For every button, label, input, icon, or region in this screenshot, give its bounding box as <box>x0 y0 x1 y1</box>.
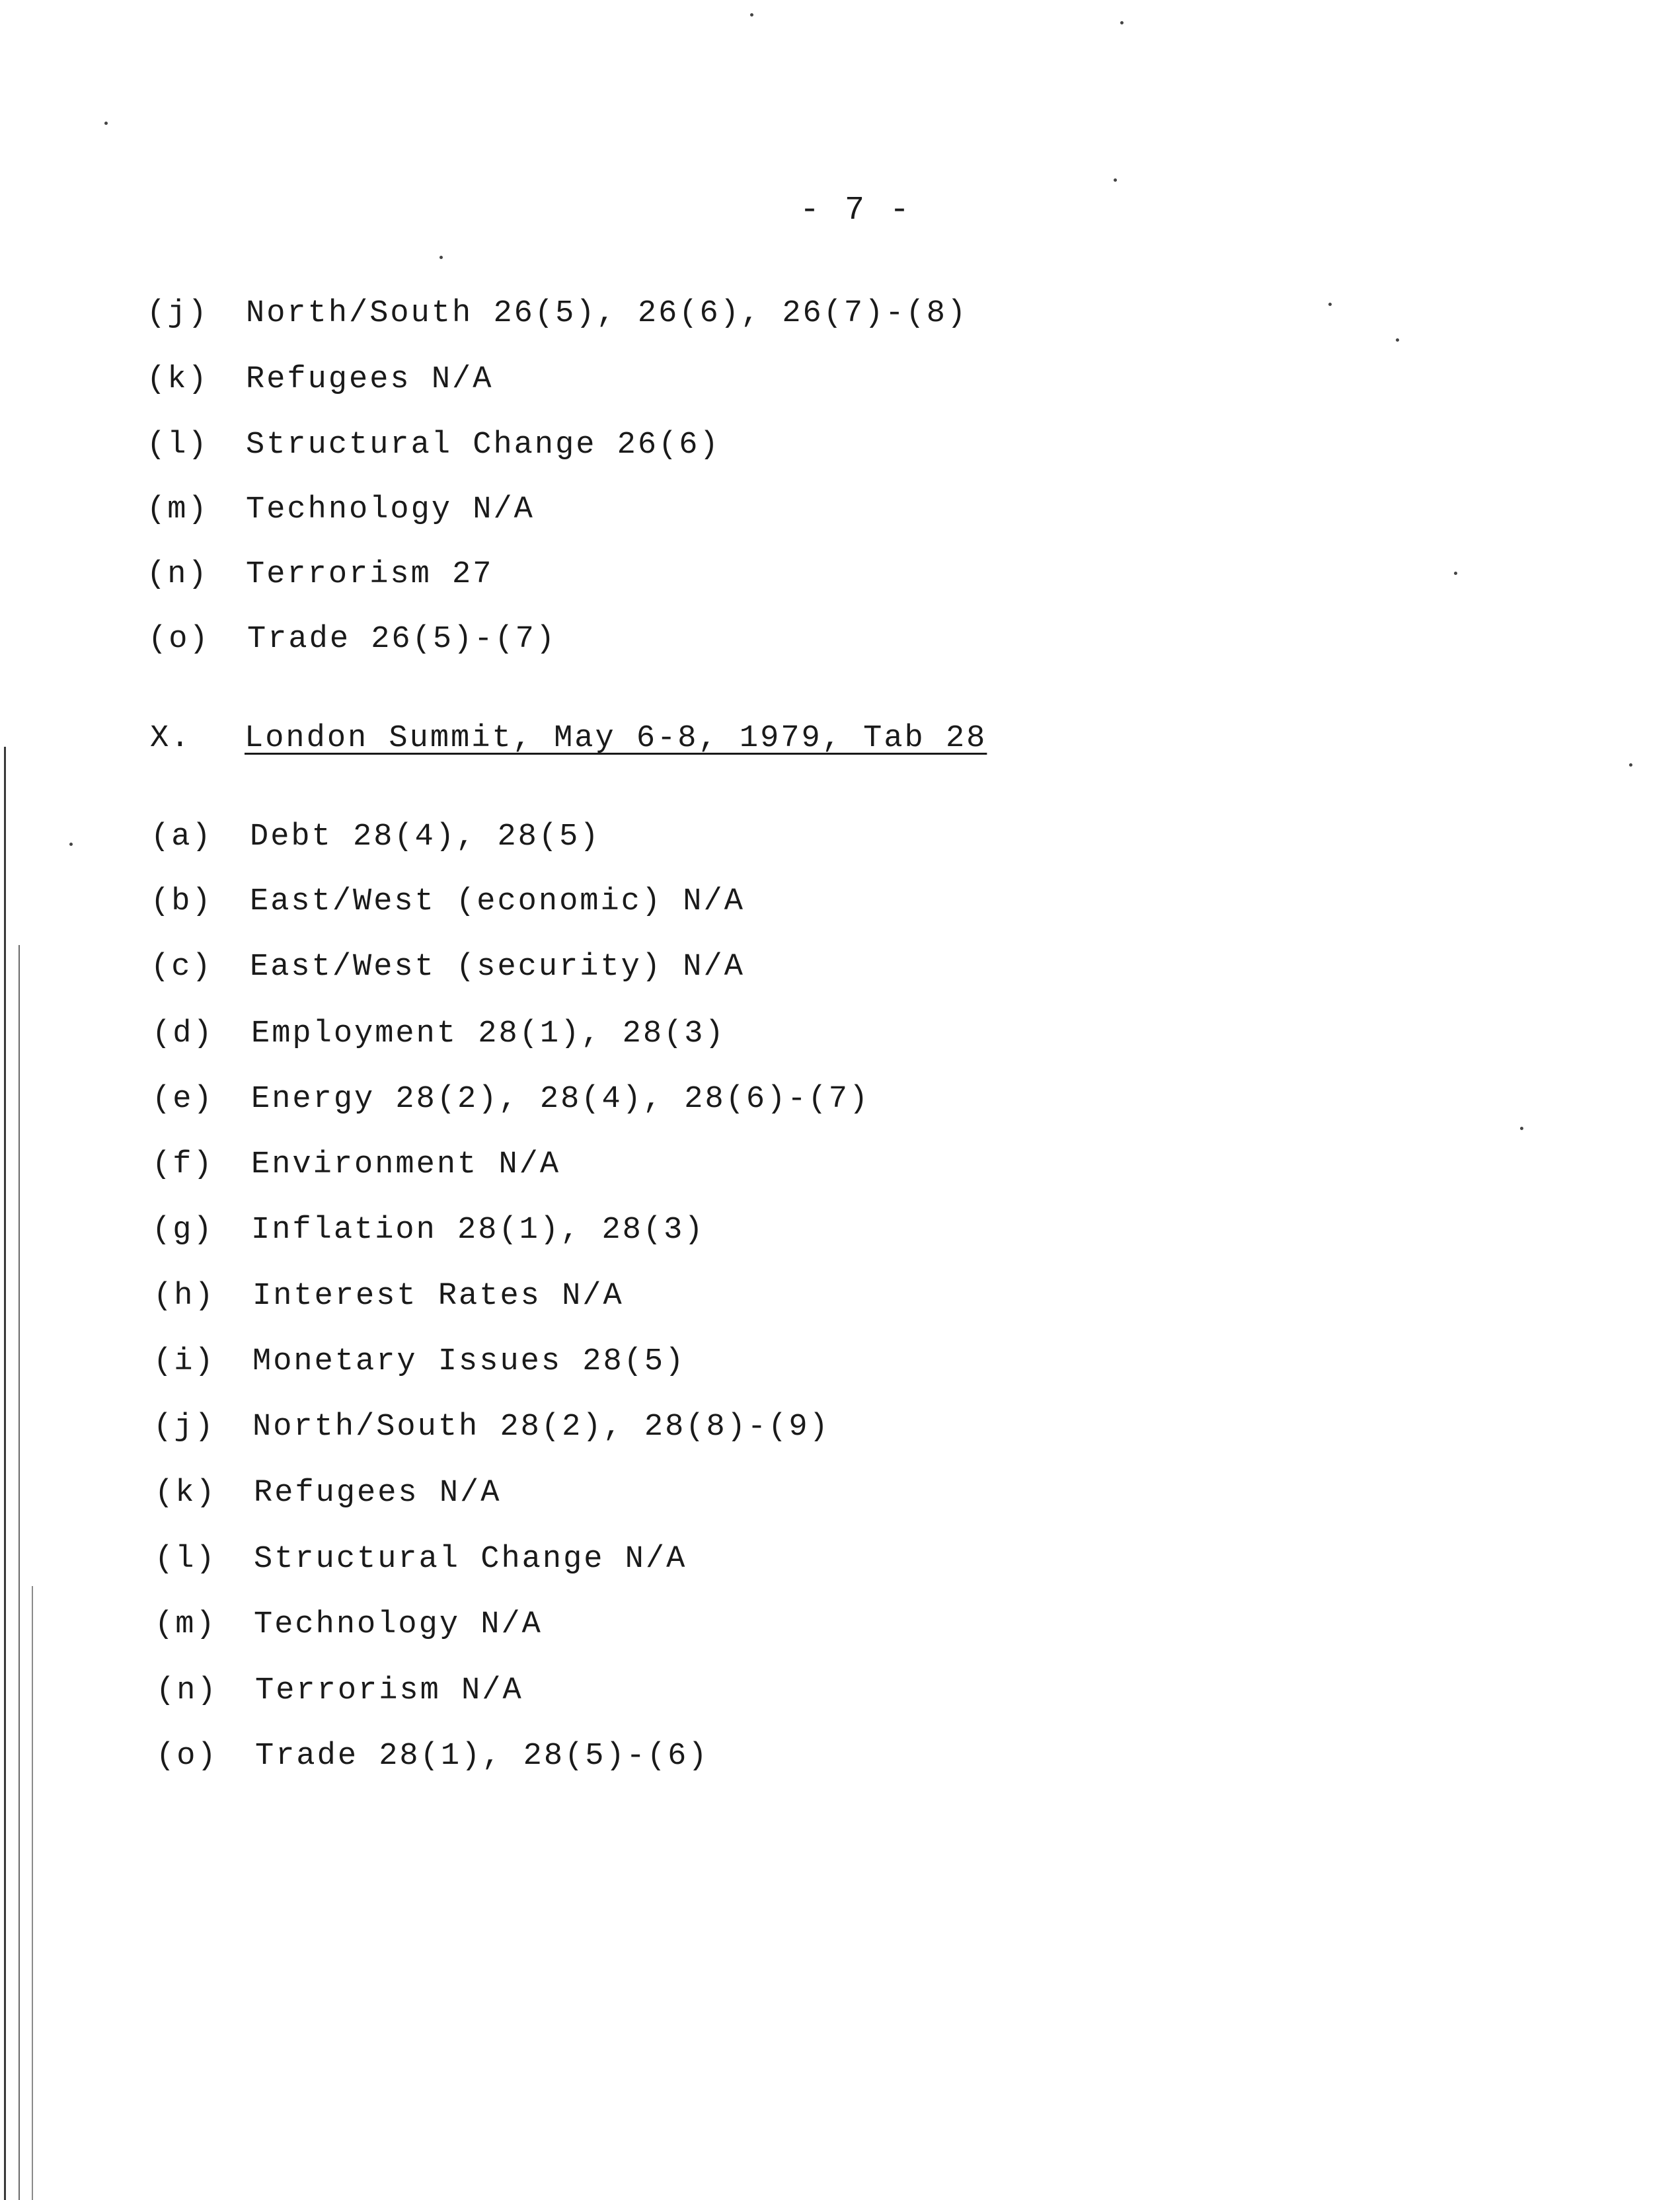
scan-speck <box>69 843 73 846</box>
scan-speck <box>1520 1127 1523 1130</box>
entry-text: North/South 26(5), 26(6), 26(7)-(8) <box>246 296 968 331</box>
index-entry <box>156 1737 709 1776</box>
scan-speck <box>104 122 108 125</box>
entry-label: (m) <box>155 1607 217 1642</box>
entry-text: Refugees N/A <box>246 362 494 397</box>
section-title: London Summit, May 6-8, 1979, Tab 28 <box>245 721 987 756</box>
index-entry <box>147 360 493 400</box>
entry-text: Technology N/A <box>254 1607 543 1642</box>
page-number: - 7 - <box>800 192 913 229</box>
index-entry <box>152 1211 705 1250</box>
index-entry <box>147 426 720 465</box>
scan-speck <box>439 256 443 259</box>
scan-speck <box>1629 763 1632 767</box>
entry-text: Inflation 28(1), 28(3) <box>251 1213 705 1248</box>
index-entry <box>152 1014 726 1054</box>
index-entry <box>151 948 745 987</box>
index-entry <box>155 1540 687 1579</box>
scan-speck <box>1120 21 1124 24</box>
index-entry <box>147 555 493 595</box>
entry-label: (k) <box>155 1476 217 1511</box>
entry-label: (g) <box>152 1213 214 1248</box>
index-entry <box>151 817 600 857</box>
entry-text: Monetary Issues 28(5) <box>252 1344 686 1379</box>
entry-label: (j) <box>147 296 209 331</box>
entry-text: East/West (economic) N/A <box>250 884 745 919</box>
entry-text: Terrorism 27 <box>246 557 494 592</box>
index-entry <box>153 1342 685 1382</box>
entry-text: Debt 28(4), 28(5) <box>250 819 601 854</box>
scan-speck <box>1328 303 1332 306</box>
entry-text: East/West (security) N/A <box>250 950 745 985</box>
entry-text: Terrorism N/A <box>255 1673 523 1708</box>
entry-text: Structural Change N/A <box>254 1542 687 1577</box>
entry-label: (m) <box>147 492 209 527</box>
section-heading <box>150 719 987 759</box>
index-entry <box>148 620 556 660</box>
entry-label: (j) <box>153 1410 215 1445</box>
index-entry <box>155 1474 501 1513</box>
entry-text: Technology N/A <box>246 492 535 527</box>
index-entry <box>147 294 968 334</box>
entry-label: (n) <box>147 557 209 592</box>
index-entry <box>156 1671 523 1711</box>
entry-label: (i) <box>153 1344 215 1379</box>
index-entry <box>153 1408 830 1447</box>
index-entry <box>155 1605 543 1645</box>
scan-speck <box>1396 338 1399 342</box>
entry-label: (o) <box>148 622 210 657</box>
scan-edge-line <box>32 1586 33 2200</box>
entry-text: Environment N/A <box>251 1147 561 1182</box>
entry-label: (l) <box>155 1542 217 1577</box>
scan-speck <box>1454 572 1457 575</box>
entry-label: (d) <box>152 1016 214 1051</box>
entry-text: North/South 28(2), 28(8)-(9) <box>252 1410 830 1445</box>
entry-label: (e) <box>152 1082 214 1117</box>
entry-text: Interest Rates N/A <box>252 1279 624 1314</box>
entry-label: (b) <box>151 884 213 919</box>
entry-label: (a) <box>151 819 213 854</box>
entry-label: (o) <box>156 1739 218 1774</box>
entry-text: Refugees N/A <box>254 1476 502 1511</box>
entry-label: (h) <box>153 1279 215 1314</box>
index-entry <box>151 882 745 922</box>
entry-label: (k) <box>147 362 209 397</box>
entry-text: Structural Change 26(6) <box>246 428 720 463</box>
entry-text: Employment 28(1), 28(3) <box>251 1016 726 1051</box>
scan-speck <box>750 13 753 17</box>
index-entry <box>147 490 535 530</box>
section-number: X. <box>150 721 192 756</box>
scan-edge-line <box>4 747 6 2200</box>
entry-label: (f) <box>152 1147 214 1182</box>
index-entry <box>152 1080 870 1119</box>
scan-edge-line <box>19 945 20 2200</box>
index-entry <box>153 1277 624 1316</box>
entry-text: Trade 28(1), 28(5)-(6) <box>255 1739 709 1774</box>
entry-text: Trade 26(5)-(7) <box>247 622 557 657</box>
entry-text: Energy 28(2), 28(4), 28(6)-(7) <box>251 1082 870 1117</box>
entry-label: (c) <box>151 950 213 985</box>
entry-label: (l) <box>147 428 209 463</box>
entry-label: (n) <box>156 1673 218 1708</box>
scan-speck <box>1114 178 1117 182</box>
index-entry <box>152 1145 560 1185</box>
